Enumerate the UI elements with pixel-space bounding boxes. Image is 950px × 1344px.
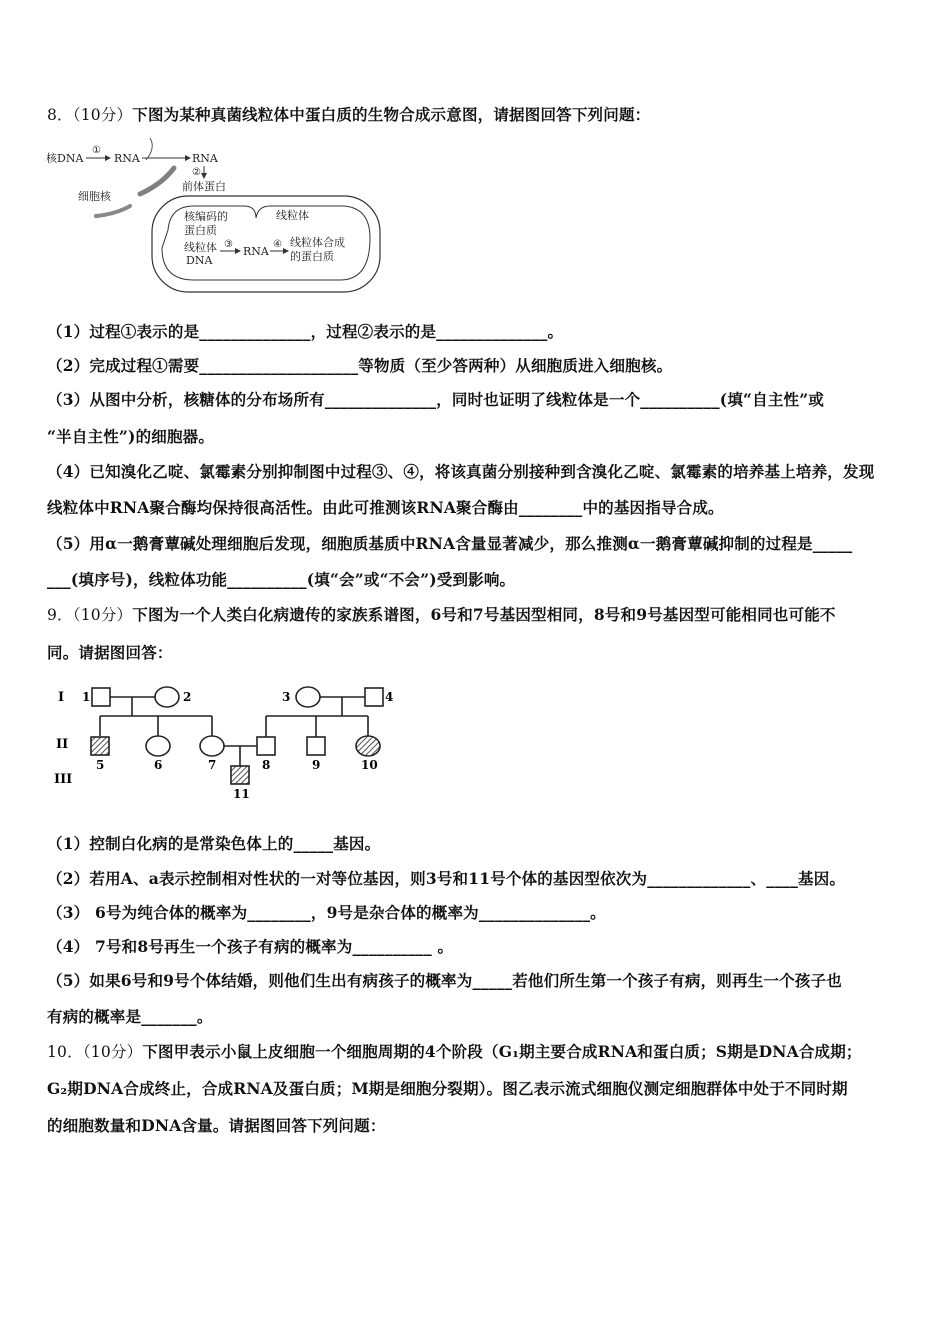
q10-heading [47,1040,862,1062]
step3-label: ③ [224,239,233,250]
individual-3-female [296,687,320,707]
q9-sub3: （3） 6号为纯合体的概率为________，9号是杂合体的概率为______________。 [47,903,606,922]
id-3: 3 [282,690,291,704]
q9-number: 9． [47,606,73,624]
q8-stem: 下图为某种真菌线粒体中蛋白质的生物合成示意图，请据图回答下列问题： [132,105,651,124]
mt-protein-label: 线粒体合成 [290,236,345,249]
q8-sub2: （2）完成过程①需要____________________等物质（至少答两种）从细胞质进入细胞核。 [47,356,673,375]
q9-sub4: （4） 7号和8号再生一个孩子有病的概率为__________ 。 [47,937,454,956]
nuclear-envelope-fragment [146,138,152,160]
id-4: 4 [385,690,394,704]
individual-2-female [155,687,179,707]
q8-sub4a: （4）已知溴化乙啶、氯霉素分别抑制图中过程③、④，将该真菌分别接种到含溴化乙啶、氯霉素的培养基上培养，发现 [47,462,875,481]
individual-9-male [307,737,325,755]
gen-label-2: II [56,737,69,752]
nuclear-envelope-fragment [140,168,174,194]
individual-11-affected-male [231,766,249,784]
id-1: 1 [82,690,91,704]
q8-sub5b: ___(填序号)，线粒体功能__________(填“会”或“不会”)受到影响。 [47,570,516,589]
gen-label-3: III [54,772,73,787]
rna-a-label: RNA [114,152,140,165]
q10-stem-a: 下图甲表示小鼠上皮细胞一个细胞周期的4个阶段（G₁期主要合成RNA和蛋白质；S期是DNA合成期； [142,1042,862,1061]
nuclear-encoded-label: 核编码的 [184,210,228,223]
q8-sub3a: （3）从图中分析，核糖体的分布场所有______________，同时也证明了线粒体是一个__________(填“自主性”或 [47,390,825,409]
q10-number: 10． [47,1043,83,1061]
q8-sub1: （1）过程①表示的是______________，过程②表示的是______________。 [47,322,564,341]
step2-label: ② [192,167,201,178]
nuclear-encoded-label: 蛋白质 [184,224,217,237]
q8-number: 8． [47,106,73,124]
individual-6-female [146,736,170,756]
mt-dna-label: DNA [186,254,213,267]
individual-4-male [365,688,383,706]
id-5: 5 [96,758,105,772]
nuclear-dna-label: 核DNA [46,152,84,165]
id-8: 8 [262,758,271,772]
nuclear-envelope-fragment [96,206,130,216]
q9-stem-b: 同。请据图回答： [47,643,173,662]
id-10: 10 [361,758,378,772]
id-2: 2 [183,690,192,704]
pedigree-chart [50,680,410,802]
q8-sub3b: “半自主性”)的细胞器。 [47,427,215,446]
individual-10-affected-female [356,736,380,756]
id-7: 7 [208,758,217,772]
q8-sub4b: 线粒体中RNA聚合酶均保持很高活性。由此可推测该RNA聚合酶由________中的基因指导合成。 [47,498,724,517]
mt-dna-label: 线粒体 [184,241,217,254]
id-11: 11 [233,787,250,801]
step4-label: ④ [273,239,282,250]
q8-heading [47,103,650,125]
gen-label-1: I [58,690,65,705]
individual-8-male [257,737,275,755]
rna-c-label: RNA [243,245,269,258]
nucleus-label: 细胞核 [78,190,111,203]
q10-score: （10分） [82,1043,143,1061]
q9-sub2: （2）若用A、a表示控制相对性状的一对等位基因，则3号和11号个体的基因型依次为_____________、____基因。 [47,869,846,888]
step1-label: ① [92,145,101,156]
id-9: 9 [312,758,321,772]
q9-heading [47,603,836,625]
q8-score: （10分） [72,106,133,124]
q9-stem-a: 下图为一个人类白化病遗传的家族系谱图，6号和7号基因型相同，8号和9号基因型可能相同也可能不 [132,605,836,624]
q9-sub5a: （5）如果6号和9号个体结婚，则他们生出有病孩子的概率为_____若他们所生第一个孩子有病，则再生一个孩子也 [47,971,842,990]
mitochondrion-label: 线粒体 [276,209,309,222]
individual-1-male [92,688,110,706]
individual-5-affected-male [91,737,109,755]
mito-protein-diagram [44,138,384,298]
rna-b-label: RNA [192,152,218,165]
q9-sub1: （1）控制白化病的是常染色体上的_____基因。 [47,834,381,853]
id-6: 6 [154,758,163,772]
q9-score: （10分） [72,606,133,624]
mt-protein-label: 的蛋白质 [290,250,334,263]
q10-stem-c: 的细胞数量和DNA含量。请据图回答下列问题： [47,1116,386,1135]
precursor-label: 前体蛋白 [182,180,226,193]
q9-sub5b: 有病的概率是_______。 [47,1007,213,1026]
q10-stem-b: G₂期DNA合成终止，合成RNA及蛋白质；M期是细胞分裂期）。图乙表示流式细胞仪测定细胞群体中处于不同时期 [47,1079,848,1098]
q8-sub5a: （5）用α一鹅膏蕈碱处理细胞后发现，细胞质基质中RNA含量显著减少，那么推测α一鹅膏蕈碱抑制的过程是_____ [47,534,853,553]
individual-7-female [200,736,224,756]
